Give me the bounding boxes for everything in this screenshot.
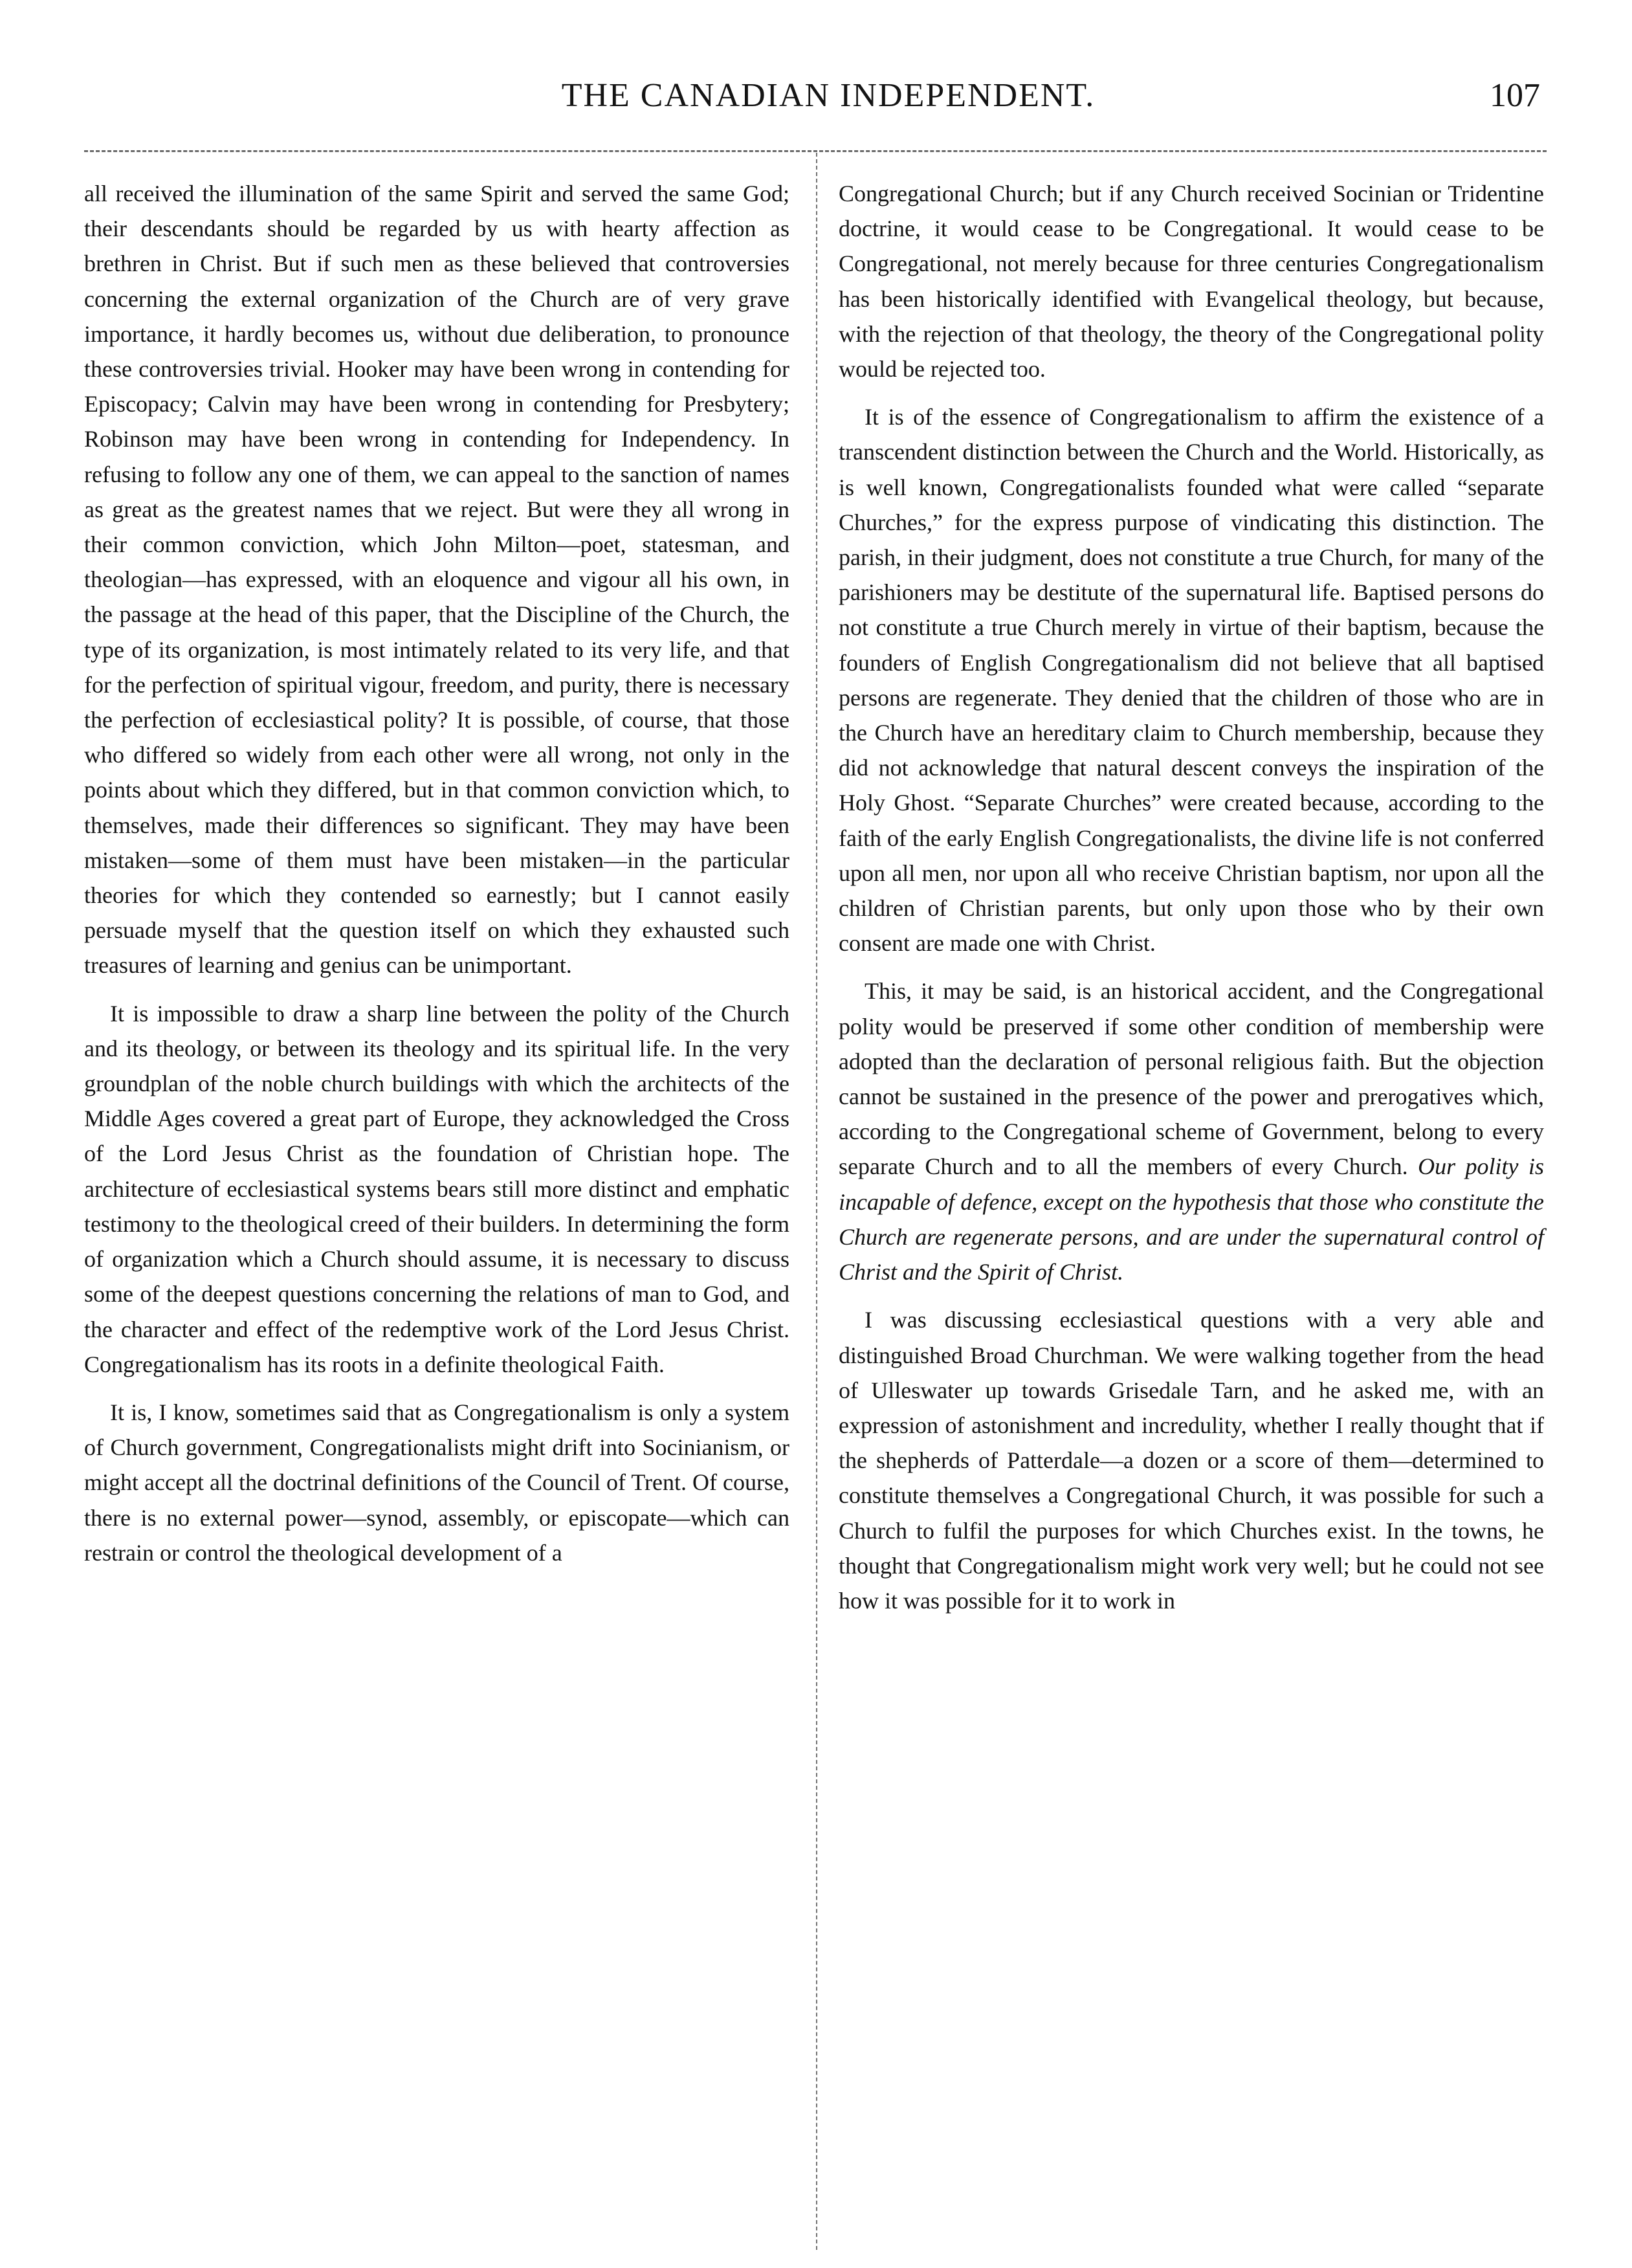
journal-title: THE CANADIAN INDEPENDENT. [561, 77, 1096, 114]
left-column [84, 176, 789, 1570]
paragraph: Congregational Church; but if any Church received Socinian or Tridentine doctrine, it would cease to be Congregational. It would cease to be Congregational, not merely because for three centuries Congregationalism has been historically identified with Evangelical theology, but because, with the rejection of that theology, the theory of the Congregational polity would be rejected too. [839, 181, 1544, 383]
paragraph-text: This, it may be said, is an historical accident, and the Congregational polity would be preserved if some other condition of membership were adopted than the declaration of personal religious faith. But the objection cannot be sustained in the presence of the power and prerogatives which, according to the Congregational scheme of Government, belong to every separate Church and to all the members of every Church. [839, 978, 1544, 1180]
running-header [0, 76, 1632, 128]
right-column [839, 176, 1544, 1618]
paragraph: It is of the essence of Congregationalism to affirm the existence of a transcendent distinction between the Church and the World. Historically, as is well known, Congregationalists founded what were called “separate Churches,” for the express purpose of vindicating this distinction. The parish, in their judgment, does not constitute a true Church, for many of the parishioners may be destitute of the supernatural life. Baptised persons do not constitute a true Church merely in virtue of their baptism, because the founders of English Congregationalism did not believe that all baptised persons are regenerate. They denied that the children of those who are in the Church have an hereditary claim to Church membership, because they did not acknowledge that natural descent conveys the inspiration of the Holy Ghost. “Separate Churches” were created because, according to the faith of the early English Congregationalists, the divine life is not conferred upon all men, nor upon all who receive Christian baptism, nor upon all the children of Christian parents, but only upon those who by their own consent are made one with Christ. [839, 404, 1544, 957]
paragraph: I was discussing ecclesiastical questions with a very able and distinguished Broad Churchman. We were walking together from the head of Ulleswater up towards Grisedale Tarn, and he asked me, with an expression of astonishment and incredulity, whether I really thought that if the shepherds of Patterdale—a dozen or a score of them—determined to constitute themselves a Congregational Church, it was possible for such a Church to fulfil the purposes for which Churches exist. In the towns, he thought that Congregationalism might work very well; but he could not see how it was possible for it to work in [839, 1307, 1544, 1614]
italic-emphasis: Our polity is incapable of defence, except on the hypothesis that those who constitute the Church are regenerate persons, and are under the supernatural control of Christ and the Spirit of Christ. [839, 1153, 1544, 1285]
paragraph: all received the illumination of the same Spirit and served the same God; their descendants should be regarded by us with hearty affection as brethren in Christ. But if such men as these believed that controversies concerning the external organization of the Church are of very grave importance, it hardly becomes us, without due deliberation, to pronounce these controversies trivial. Hooker may have been wrong in contending for Episcopacy; Calvin may have been wrong in contending for Presbytery; Robinson may have been wrong in contending for Independency. In refusing to follow any one of them, we can appeal to the sanction of names as great as the greatest names that we reject. But were they all wrong in their common conviction, which John Milton—poet, statesman, and theologian—has expressed, with an eloquence and vigour all his own, in the passage at the head of this paper, that the Discipline of the Church, the type of its organization, is most intimately related to its very life, and that for the perfection of spiritual vigour, freedom, and purity, there is necessary the perfection of ecclesiastical polity? It is possible, of course, that those who differed so widely from each other were all wrong, not only in the points about which they differed, but in that common conviction which, to themselves, made their differences so significant. They may have been mistaken—some of them must have been mistaken—in the particular theories for which they contended so earnestly; but I cannot easily persuade myself that the question itself on which they exhausted such treasures of learning and genius can be unimportant. [84, 181, 789, 979]
header-rule [84, 150, 1547, 152]
paragraph [839, 973, 1544, 1289]
paragraph: It is, I know, sometimes said that as Congregationalism is only a system of Church government, Congregationalists might drift into Socinianism, or might accept all the doctrinal definitions of the Council of Trent. Of course, there is no external power—synod, assembly, or episcopate—which can restrain or control the theological development of a [84, 1399, 789, 1566]
paragraph: It is impossible to draw a sharp line between the polity of the Church and its theology, or between its theology and its spiritual life. In the very groundplan of the noble church buildings with which the architects of the Middle Ages covered a great part of Europe, they acknowledged the Cross of the Lord Jesus Christ as the foundation of Christian hope. The architecture of ecclesiastical systems bears still more distinct and emphatic testimony to the theological creed of their builders. In determining the form of organization which a Church should assume, it is necessary to discuss some of the deepest questions concerning the relations of man to God, and the character and effect of the redemptive work of the Lord Jesus Christ. Congregationalism has its roots in a definite theological Faith. [84, 1000, 789, 1377]
column-divider [816, 153, 817, 2250]
page-number: 107 [1490, 77, 1540, 114]
